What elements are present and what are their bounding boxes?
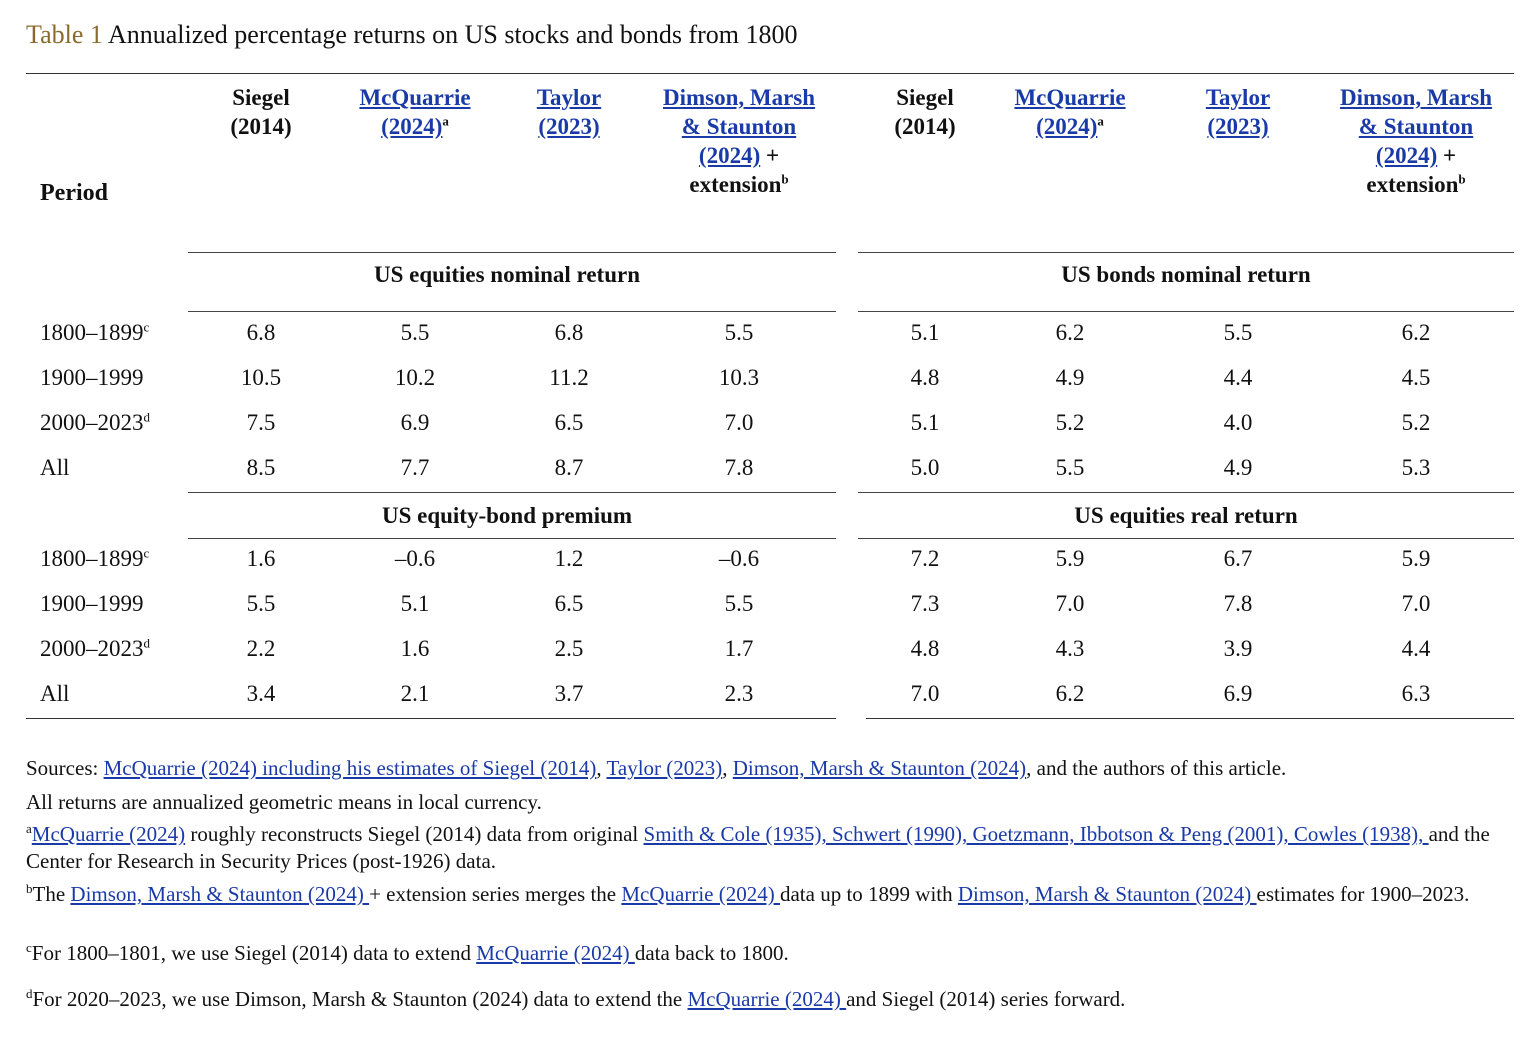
table-cell: 7.2 xyxy=(910,546,940,571)
table-cell: 6.2 xyxy=(1401,320,1431,345)
table-cell: 7.0 xyxy=(724,410,754,435)
table-cell: 6.2 xyxy=(1055,681,1085,706)
table-cell: 3.7 xyxy=(554,681,584,706)
group-header-equities-nominal: US equities nominal return xyxy=(373,262,641,287)
table-cell: 10.3 xyxy=(718,365,760,390)
table-cell: 6.9 xyxy=(1223,681,1253,706)
table-cell: 6.7 xyxy=(1223,546,1253,571)
column-header-line: Siegel xyxy=(896,85,954,110)
column-header-sup: a xyxy=(1097,113,1104,129)
table-cell: 5.9 xyxy=(1055,546,1085,571)
table-cell: 4.0 xyxy=(1223,410,1253,435)
table-cell: 6.8 xyxy=(246,320,276,345)
footnote-c-marker: c xyxy=(26,940,32,955)
sources-sep: , xyxy=(722,756,733,780)
table-cell: 5.1 xyxy=(400,591,430,616)
table-cell: 6.2 xyxy=(1055,320,1085,345)
table-cell: 4.8 xyxy=(910,636,940,661)
table-cell: 7.8 xyxy=(1223,591,1253,616)
table-cell: 2.3 xyxy=(724,681,754,706)
footnote-d-text: For 2020–2023, we use Dimson, Marsh & Staunton (2024) data to extend the xyxy=(32,987,688,1011)
table-cell: 2.1 xyxy=(400,681,430,706)
table-cell: 4.4 xyxy=(1401,636,1431,661)
column-header-line: Dimson, Marsh xyxy=(1339,85,1493,110)
footnote-a-text-2: and the Center for Research in Security Prices (post-1926) data. xyxy=(26,822,1490,873)
table-cell: 6.8 xyxy=(554,320,584,345)
group-header-bonds-nominal: US bonds nominal return xyxy=(1061,262,1311,287)
table-cell: 5.3 xyxy=(1401,455,1431,480)
table-cell: 5.5 xyxy=(1223,320,1253,345)
rule-right-2 xyxy=(858,311,1514,312)
table-cell: 7.7 xyxy=(400,455,430,480)
rule-left-3 xyxy=(188,492,836,493)
link-mcquarrie[interactable]: McQuarrie (2024) xyxy=(621,882,780,906)
link-mcquarrie-siegel[interactable]: McQuarrie (2024) including his estimates of Siegel (2014) xyxy=(103,756,597,780)
table-cell: 4.3 xyxy=(1055,636,1085,661)
link-dimson[interactable]: Dimson, Marsh & Staunton (2024) xyxy=(70,882,370,906)
rule-left-1 xyxy=(188,252,836,253)
table-cell: 5.0 xyxy=(910,455,940,480)
table-cell: 8.5 xyxy=(246,455,276,480)
table-label: Table 1 xyxy=(26,20,103,49)
column-header-line: & Staunton xyxy=(681,114,797,139)
table-cell: 4.5 xyxy=(1401,365,1431,390)
footnote-c-text-2: data back to 1800. xyxy=(634,941,789,965)
column-header-line: Taylor xyxy=(1205,85,1271,110)
column-header-line: Siegel xyxy=(232,85,290,110)
period-header: Period xyxy=(40,180,108,206)
row-period-label: 1900–1999 xyxy=(40,591,144,616)
column-header-suffix: + xyxy=(760,143,780,168)
footnote-b-marker: b xyxy=(26,881,33,896)
table-cell: 10.5 xyxy=(240,365,282,390)
table-cell: 3.4 xyxy=(246,681,276,706)
row-period-label: 2000–2023$^d$ xyxy=(40,409,150,435)
bottom-rule-left xyxy=(26,718,836,719)
table-cell: 5.2 xyxy=(1055,410,1085,435)
table-cell: 3.9 xyxy=(1223,636,1253,661)
footnote-d xyxy=(26,986,1516,1013)
row-period-label: 1800–1899$^c$ xyxy=(40,545,150,571)
table-title xyxy=(26,20,798,50)
column-header-line: extension xyxy=(689,172,782,197)
table-cell: 1.6 xyxy=(246,546,276,571)
table-cell: 5.9 xyxy=(1401,546,1431,571)
table-cell: 6.3 xyxy=(1401,681,1431,706)
table-cell: 11.2 xyxy=(549,365,589,390)
table-cell: 10.2 xyxy=(394,365,436,390)
table-cell: 5.2 xyxy=(1401,410,1431,435)
table-cell: 1.6 xyxy=(400,636,430,661)
column-header-sup: b xyxy=(1458,171,1466,187)
table-cell: 4.9 xyxy=(1223,455,1253,480)
column-header-sup: a xyxy=(442,113,449,129)
rule-left-2 xyxy=(188,311,836,312)
footnote-a-text: roughly reconstructs Siegel (2014) data from original xyxy=(185,822,644,846)
table-cell: 7.8 xyxy=(724,455,754,480)
table-cell: 1.2 xyxy=(554,546,584,571)
column-header-right-3[interactable] xyxy=(1306,83,1526,199)
sources-prefix: Sources: xyxy=(26,756,104,780)
link-dimson[interactable]: Dimson, Marsh & Staunton (2024) xyxy=(732,756,1027,780)
link-dimson[interactable]: Dimson, Marsh & Staunton (2024) xyxy=(957,882,1257,906)
row-period-label: All xyxy=(40,681,70,706)
table-cell: 5.5 xyxy=(246,591,276,616)
column-header-line: McQuarrie xyxy=(1014,85,1126,110)
row-period-label: 2000–2023$^d$ xyxy=(40,635,150,661)
column-header-line: (2024) xyxy=(1036,114,1098,139)
table-cell: 7.0 xyxy=(1401,591,1431,616)
all-returns-note: All returns are annualized geometric means in local currency. xyxy=(26,790,542,814)
table-cell: 6.9 xyxy=(400,410,430,435)
footnote-b-text-4: estimates for 1900–2023. xyxy=(1256,882,1470,906)
column-header-line: (2014) xyxy=(894,114,956,139)
table-cell: 5.5 xyxy=(724,320,754,345)
footnote-a-marker: a xyxy=(26,821,32,836)
table-cell: –0.6 xyxy=(394,546,436,571)
table-title-text: Annualized percentage returns on US stocks and bonds from 1800 xyxy=(107,20,798,49)
table-cell: 5.1 xyxy=(910,410,940,435)
row-period-label: All xyxy=(40,455,70,480)
rule-right-1 xyxy=(858,252,1514,253)
footnote-b-text: The xyxy=(32,882,71,906)
table-cell: 6.5 xyxy=(554,410,584,435)
link-taylor[interactable]: Taylor (2023) xyxy=(606,756,723,780)
column-header-line: (2014) xyxy=(230,114,292,139)
footnote-c-text: For 1800–1801, we use Siegel (2014) data to extend xyxy=(31,941,477,965)
table-cell: 4.8 xyxy=(910,365,940,390)
footnote-b-text-3: data up to 1899 with xyxy=(779,882,958,906)
column-header-sup: b xyxy=(781,171,789,187)
column-header-line: (2024) xyxy=(698,143,761,168)
group-header-equities-real: US equities real return xyxy=(1074,503,1298,528)
column-header-line: extension xyxy=(1366,172,1459,197)
column-header-line: & Staunton xyxy=(1358,114,1474,139)
table-cell: 5.1 xyxy=(910,320,940,345)
sources-sep: , xyxy=(596,756,607,780)
sources-suffix: , and the authors of this article. xyxy=(1026,756,1287,780)
column-header-suffix: + xyxy=(1437,143,1457,168)
column-header-line: McQuarrie xyxy=(359,85,471,110)
table-cell: 5.5 xyxy=(724,591,754,616)
group-header-equity-bond-premium: US equity-bond premium xyxy=(381,503,633,528)
column-header-line: (2024) xyxy=(381,114,443,139)
top-rule xyxy=(26,73,1514,74)
column-header-line: Taylor xyxy=(536,85,602,110)
footnote-d-marker: d xyxy=(26,986,33,1001)
bottom-rule-right xyxy=(866,718,1514,719)
rule-left-4 xyxy=(188,538,836,539)
row-period-label: 1800–1899$^c$ xyxy=(40,319,150,345)
rule-right-3 xyxy=(858,492,1514,493)
link-sources-list[interactable]: Smith & Cole (1935), Schwert (1990), Goetzmann, Ibbotson & Peng (2001), Cowles (1938), xyxy=(643,822,1429,846)
column-header-line: Dimson, Marsh xyxy=(662,85,816,110)
link-mcquarrie[interactable]: McQuarrie (2024) xyxy=(687,987,847,1011)
table-cell: 4.9 xyxy=(1055,365,1085,390)
table-cell: 7.3 xyxy=(910,591,940,616)
table-cell: 4.4 xyxy=(1223,365,1253,390)
row-period-label: 1900–1999 xyxy=(40,365,144,390)
footnote-c xyxy=(26,940,1516,967)
table-cell: 5.5 xyxy=(1055,455,1085,480)
table-cell: 2.2 xyxy=(246,636,276,661)
footnote-b-text-2: + extension series merges the xyxy=(369,882,622,906)
rule-right-4 xyxy=(858,538,1514,539)
footnote-a xyxy=(26,821,1516,875)
column-header-line: (2023) xyxy=(538,114,600,139)
column-header-line: (2024) xyxy=(1375,143,1438,168)
table-cell: 6.5 xyxy=(554,591,584,616)
table-cell: 7.0 xyxy=(1055,591,1085,616)
table-cell: 5.5 xyxy=(400,320,430,345)
footnote-b xyxy=(26,881,1516,908)
table-cell: –0.6 xyxy=(718,546,760,571)
table-cell: 2.5 xyxy=(554,636,584,661)
footnote-d-text-2: and Siegel (2014) series forward. xyxy=(846,987,1126,1011)
sources-note xyxy=(26,755,1516,782)
link-mcquarrie[interactable]: McQuarrie (2024) xyxy=(476,941,635,965)
link-mcquarrie[interactable]: McQuarrie (2024) xyxy=(31,822,186,846)
table-cell: 7.5 xyxy=(246,410,276,435)
column-header-line: (2023) xyxy=(1207,114,1269,139)
table-cell: 8.7 xyxy=(554,455,584,480)
table-cell: 1.7 xyxy=(724,636,754,661)
table-cell: 7.0 xyxy=(910,681,940,706)
